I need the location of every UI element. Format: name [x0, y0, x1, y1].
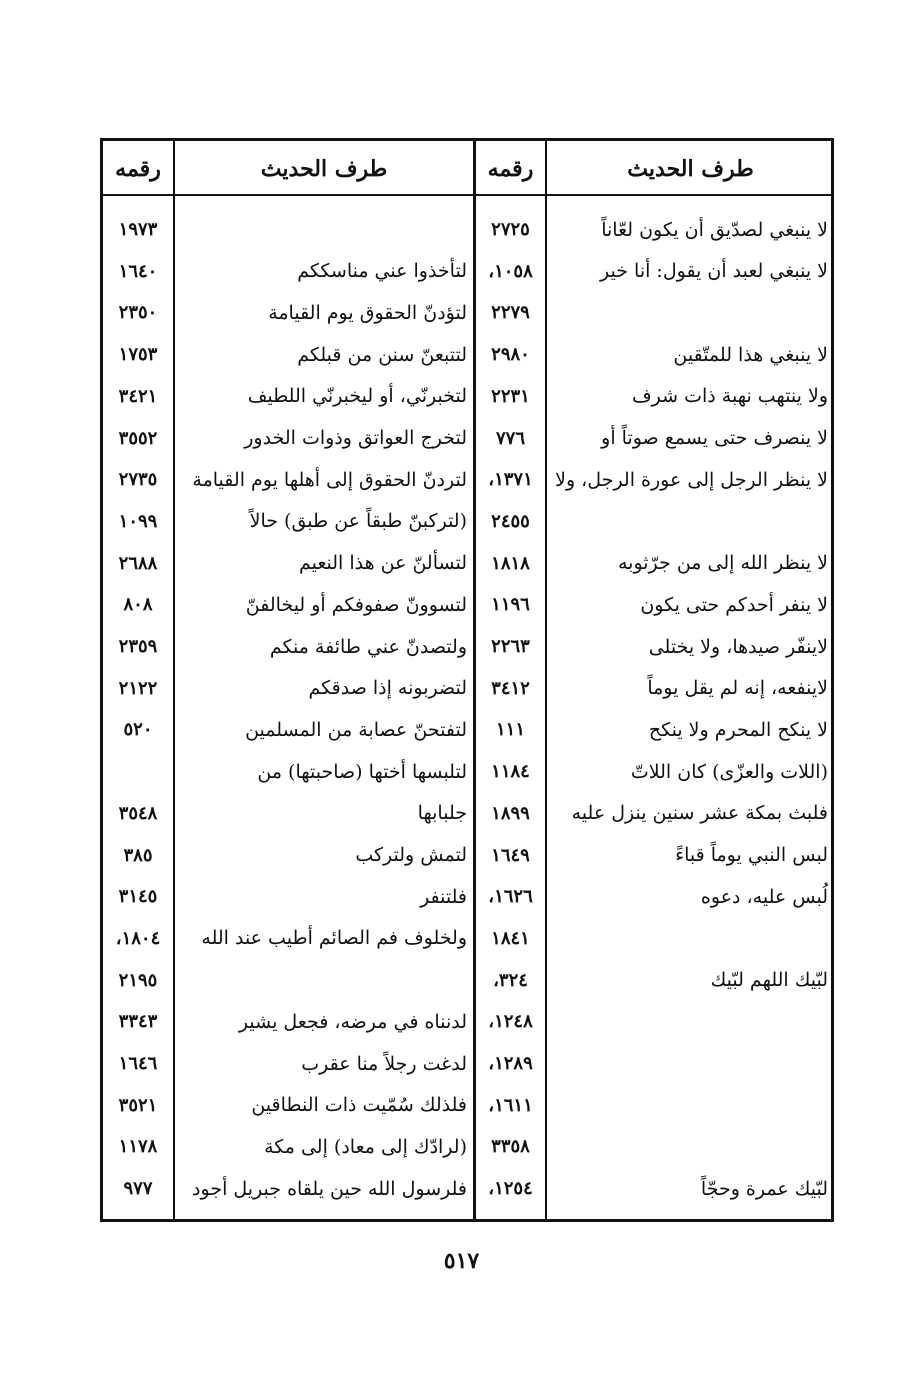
number-cell-left: ١٩٧٣ — [118, 219, 158, 240]
hadith-cell-left: لتأخذوا عني مناسككم — [297, 260, 467, 283]
hadith-cell-right: فلبث بمكة عشر سنين ينزل عليه — [571, 802, 828, 825]
table-row — [103, 1168, 831, 1209]
hadith-cell-left: (لرادّك إلى معاد) إلى مكة — [264, 1135, 467, 1158]
number-cell-left: ٣٣٤٣ — [118, 1011, 158, 1033]
number-cell-left — [103, 751, 173, 792]
number-cell-left: ٨٠٨ — [123, 594, 153, 616]
hadith-cell-right: لاينفعه، إنه لم يقل يوماً — [647, 677, 828, 700]
table-row — [103, 584, 831, 625]
table-row — [103, 543, 831, 584]
hadith-cell-left: لدغت رجلاً منا عقرب — [301, 1052, 467, 1075]
hadith-cell-right — [547, 918, 834, 959]
number-cell-right: ١٣٧١، — [488, 469, 533, 491]
number-cell-left: ١٧٥٣ — [118, 344, 158, 366]
hadith-cell-left: لتخرج العواتق وذوات الخدور — [244, 427, 467, 449]
number-cell-right: ١١٨٤ — [491, 761, 530, 783]
number-cell-right: ٢٧٢٥ — [491, 219, 530, 240]
hadith-cell-right: لبّيك عمرة وحجّاً — [700, 1177, 828, 1200]
number-cell-right: ١١١ — [496, 719, 526, 741]
table-row — [103, 1126, 831, 1167]
number-cell-right: ٢٩٨٠ — [491, 344, 530, 366]
number-cell-right: ١٨٩٩ — [491, 802, 530, 824]
number-cell-left: ١٦٤٠ — [118, 260, 158, 282]
hadith-cell-right — [547, 501, 834, 542]
hadith-cell-left — [175, 209, 473, 250]
hadith-cell-left: لتتبعنّ سنن من قبلكم — [297, 343, 467, 366]
index-table — [100, 138, 834, 1222]
table-row — [103, 1085, 831, 1126]
hadith-cell-right: لبّيك اللهم لبّيك — [710, 969, 828, 992]
number-cell-right: ١١٩٦ — [491, 594, 530, 616]
hadith-cell-right — [547, 1043, 834, 1084]
hadith-cell-left: لدنناه في مرضه، فجعل يشير — [238, 1010, 467, 1033]
number-cell-left: ٩٧٧ — [123, 1178, 153, 1200]
number-cell-right: ٢٢٧٩ — [491, 302, 530, 324]
table-row — [103, 209, 831, 250]
table-row — [103, 751, 831, 792]
hadith-cell-right: لا ينبغي لصدّيق أن يكون لعّاناً — [601, 218, 828, 241]
hadith-cell-right: (اللات والعزّى) كان اللاتّ — [630, 760, 828, 783]
number-cell-right: ١٨١٨ — [491, 552, 530, 574]
number-cell-right: ٢٤٥٥ — [491, 510, 530, 532]
hadith-cell-right: لاينفّر صيدها، ولا يختلى — [648, 635, 828, 658]
hadith-cell-left: ولتصدنّ عني طائفة منكم — [269, 635, 467, 658]
table-row — [103, 668, 831, 709]
number-cell-left: ٢٣٥٩ — [118, 636, 158, 657]
number-cell-right: ١٢٤٨، — [488, 1011, 533, 1033]
number-cell-left: ٣٤٢١ — [118, 385, 158, 407]
table-row — [103, 918, 831, 959]
hadith-cell-left: فلرسول الله حين يلقاه جبريل أجود — [192, 1177, 467, 1200]
hadith-cell-right — [547, 1126, 834, 1167]
table-row — [103, 1001, 831, 1042]
table-row — [103, 876, 831, 917]
number-cell-right: ٣٣٥٨ — [491, 1136, 530, 1158]
table-row — [103, 501, 831, 542]
number-cell-right: ٢٢٣١ — [491, 385, 530, 407]
table-row — [103, 1043, 831, 1084]
number-cell-left: ٣١٤٥ — [118, 886, 158, 908]
table-row — [103, 626, 831, 667]
hadith-cell-left: ولخلوف فم الصائم أطيب عند الله — [201, 927, 467, 950]
hadith-cell-left: لتسوونّ صفوفكم أو ليخالفنّ — [245, 593, 467, 616]
table-row — [103, 334, 831, 375]
number-cell-left: ٢٣٥٠ — [118, 302, 158, 324]
hadith-cell-right: لا ينصرف حتى يسمع صوتاً أو — [601, 427, 828, 449]
table-row — [103, 709, 831, 750]
number-cell-right: ١٦٤٩ — [491, 844, 530, 866]
table-row — [103, 835, 831, 876]
number-cell-right: ٣٤١٢ — [491, 677, 530, 699]
table-row — [103, 418, 831, 459]
number-cell-left: ٣٥٥٢ — [118, 427, 158, 449]
number-cell-right: ٣٢٤، — [493, 969, 528, 991]
hadith-cell-right — [547, 1001, 834, 1042]
number-cell-left: ٢٧٣٥ — [118, 469, 158, 491]
number-cell-right: ١٦٢٦، — [488, 886, 533, 908]
hadith-cell-left: لتؤدنّ الحقوق يوم القيامة — [268, 301, 467, 324]
hadith-cell-left: لتسألنّ عن هذا النعيم — [298, 552, 467, 575]
table-row — [103, 459, 831, 500]
hadith-cell-right: لبس النبي يوماً قباءً — [675, 844, 828, 866]
hadith-cell-right: لا ينكح المحرم ولا ينكح — [648, 718, 828, 741]
hadith-cell-left: فلذلك سُمّيت ذات النطاقين — [251, 1094, 467, 1117]
number-cell-left: ٣٥٢١ — [118, 1094, 158, 1116]
number-cell-left: ١٠٩٩ — [118, 510, 158, 532]
hadith-cell-right — [547, 292, 834, 333]
number-cell-right: ١٢٥٤، — [488, 1178, 533, 1200]
header-number-left: رقمه — [115, 155, 161, 182]
hadith-cell-left: لتضربونه إذا صدقكم — [308, 677, 467, 700]
number-cell-right: ٢٢٦٣ — [491, 636, 530, 657]
number-cell-left: ٣٥٤٨ — [118, 802, 158, 824]
hadith-cell-left — [175, 960, 473, 1001]
hadith-cell-left: لتمش ولتركب — [355, 844, 467, 866]
number-cell-right: ١٦١١، — [488, 1094, 533, 1116]
header-hadith-right: طرف الحديث — [627, 155, 754, 182]
hadith-cell-right: لا ينفر أحدكم حتى يكون — [640, 593, 828, 616]
table-row — [103, 793, 831, 834]
page-number: ٥١٧ — [443, 1248, 480, 1274]
number-cell-left: ٢١٩٥ — [118, 969, 158, 991]
hadith-cell-right: ولا ينتهب نهبة ذات شرف — [631, 385, 828, 408]
table-row — [103, 960, 831, 1001]
number-cell-left: ٣٨٥ — [123, 844, 153, 866]
number-cell-left: ٢٦٨٨ — [118, 552, 158, 574]
number-cell-right: ١٨٤١ — [491, 927, 530, 949]
table-row — [103, 251, 831, 292]
hadith-cell-right: لا ينظر الرجل إلى عورة الرجل، ولا — [555, 468, 828, 491]
hadith-cell-left: فلتنفر — [420, 885, 467, 908]
hadith-cell-left: لتلبسها أختها (صاحبتها) من — [257, 760, 467, 783]
table-row — [103, 292, 831, 333]
number-cell-left: ٥٢٠ — [123, 719, 153, 741]
number-cell-right: ١٠٥٨، — [488, 260, 533, 282]
hadith-cell-left: جلبابها — [417, 802, 467, 825]
hadith-cell-right: لا ينظر الله إلى من جرّثوبه — [617, 552, 828, 575]
number-cell-left: ١١٧٨ — [118, 1136, 158, 1158]
hadith-cell-right: لُبس عليه، دعوه — [700, 885, 828, 908]
hadith-cell-left: (لتركبنّ طبقاً عن طبق) حالاً — [249, 510, 467, 533]
table-row — [103, 376, 831, 417]
hadith-cell-left: لتردنّ الحقوق إلى أهلها يوم القيامة — [192, 468, 467, 491]
hadith-cell-left: لتفتحنّ عصابة من المسلمين — [245, 718, 467, 741]
number-cell-left: ١٦٤٦ — [118, 1053, 158, 1074]
hadith-cell-right — [547, 1085, 834, 1126]
number-cell-left: ١٨٠٤، — [115, 927, 161, 949]
hadith-cell-right: لا ينبغي هذا للمتّقين — [673, 343, 828, 366]
number-cell-right: ٧٧٦ — [496, 427, 526, 449]
number-cell-right: ١٢٨٩، — [488, 1053, 533, 1074]
hadith-cell-left: لتخبرنّي، أو ليخبرنّي اللطيف — [247, 385, 467, 408]
hadith-cell-right: لا ينبغي لعبد أن يقول: أنا خير — [600, 260, 828, 283]
header-hadith-left: طرف الحديث — [260, 155, 388, 182]
number-cell-left: ٢١٢٢ — [118, 677, 158, 699]
header-number-right: رقمه — [487, 155, 534, 182]
